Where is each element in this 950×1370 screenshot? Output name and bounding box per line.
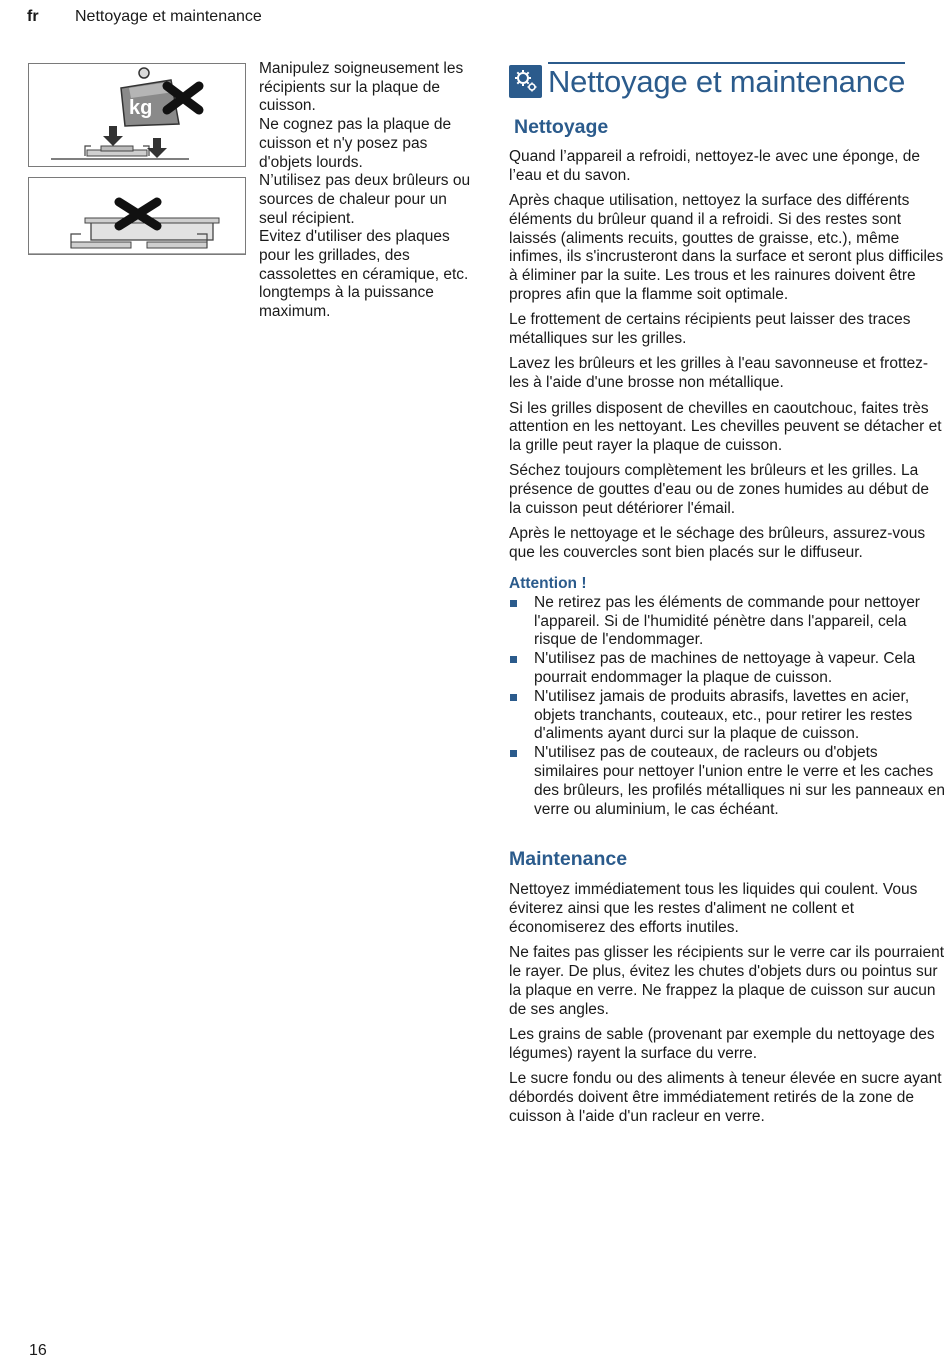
subsection-heading-maintenance: Maintenance	[509, 848, 628, 871]
nettoyage-body	[509, 148, 945, 563]
subsection-heading-nettoyage: Nettoyage	[514, 116, 609, 138]
weight-icon	[121, 68, 179, 126]
instruction-paragraph: N’utilisez pas deux brûleurs ou sources de chaleur pour un seul récipient.	[259, 172, 471, 227]
instruction-paragraph: Evitez d'utiliser des plaques pour les grillades, des cassolettes en céramique, etc. longtemps à la puissance maximum.	[259, 228, 469, 321]
instruction-paragraph: Ne cognez pas la plaque de cuisson et n'y posez pas d'objets lourds.	[259, 116, 452, 171]
warning-text: N'utilisez pas de couteaux, de racleurs ou d'objets similaires pour nettoyer l'union entre le verre et les caches des brûleurs, les profilés métalliques ni sur les panneaux en verre ou aluminium, le cas échéant.	[534, 744, 945, 818]
weight-label: kg	[129, 97, 153, 119]
instruction-paragraph: Manipulez soigneusement les récipients sur la plaque de cuisson.	[259, 60, 464, 115]
paragraph: Ne faites pas glisser les récipients sur le verre car ils pourraient le rayer. De plus, évitez les chutes d'objets durs ou pointus sur la plaque en verre. Ne frappez la plaque de cuisson sur aucun de ses angles.	[509, 944, 945, 1018]
paragraph: Les grains de sable (provenant par exemple du nettoyage des légumes) rayent la surface du verre.	[509, 1025, 935, 1062]
warning-text: N'utilisez pas de machines de nettoyage à vapeur. Cela pourrait endommager la plaque de cuisson.	[534, 650, 916, 686]
paragraph: Nettoyez immédiatement tous les liquides qui coulent. Vous éviterez ainsi que les restes d'aliment ne collent et économiserez des efforts inutiles.	[509, 881, 918, 936]
handling-instructions	[259, 60, 474, 322]
paragraph: Après chaque utilisation, nettoyez la surface des différents éléments du brûleur quand il a refroidi. Si des restes sont laissés (aliments recuits, gouttes de graisse, etc.), même infimes, ils s'incrusteront dans la surface et seront plus difficiles à éliminer par la suite. Les trous et les rainures doivent être propres afin que la flamme soit optimale.	[509, 192, 944, 304]
section-title: Nettoyage et maintenance	[548, 64, 906, 99]
bullet-icon	[510, 694, 517, 701]
paragraph: Lavez les brûleurs et les grilles à l'eau savonneuse et frottez-les à l'aide d'une brosse non métallique.	[509, 355, 929, 392]
warning-text: Ne retirez pas les éléments de commande pour nettoyer l'appareil. Si de l'humidité pénètre dans l'appareil, cela risque de l'endommager.	[534, 593, 920, 649]
maintenance-body	[509, 881, 945, 1126]
bullet-icon	[510, 656, 517, 663]
list-item	[509, 688, 945, 744]
warning-list	[509, 594, 945, 820]
bullet-icon	[510, 600, 517, 607]
list-item	[509, 594, 945, 650]
figure-heavy-weight	[28, 63, 246, 167]
figure-pan-two-burners	[28, 177, 246, 255]
section-heading	[509, 60, 945, 102]
running-header: Nettoyage et maintenance	[75, 8, 262, 25]
paragraph: Le sucre fondu ou des aliments à teneur élevée en sucre ayant débordés doivent être immédiatement retirés de la zone de cuisson à l'aide d'un racleur en verre.	[509, 1069, 942, 1125]
paragraph: Le frottement de certains récipients peut laisser des traces métalliques sur les grilles.	[509, 311, 911, 348]
language-code: fr	[27, 8, 39, 25]
list-item	[509, 744, 945, 819]
list-item	[509, 650, 945, 688]
paragraph: Après le nettoyage et le séchage des brûleurs, assurez-vous que les couvercles sont bien placés sur le diffuseur.	[509, 525, 926, 562]
gear-icon	[509, 65, 542, 98]
paragraph: Séchez toujours complètement les brûleurs et les grilles. La présence de gouttes d'eau ou de zones humides au début de la cuisson peut détériorer l'émail.	[509, 462, 930, 518]
burner-icon	[85, 146, 149, 156]
page-number: 16	[29, 1342, 47, 1359]
paragraph: Quand l’appareil a refroidi, nettoyez-le avec une éponge, de l’eau et du savon.	[509, 148, 921, 184]
paragraph: Si les grilles disposent de chevilles en caoutchouc, faites très attention en les nettoyant. Les chevilles peuvent se détacher et la grille peut rayer la plaque de cuisson.	[509, 399, 942, 455]
warning-text: N'utilisez jamais de produits abrasifs, lavettes en acier, objets tranchants, couteaux, etc., pour retirer les restes d'aliments ayant durci sur la plaque de cuisson.	[534, 687, 913, 743]
cleaning-maintenance-section	[509, 60, 945, 1133]
attention-label: Attention !	[509, 574, 587, 592]
bullet-icon	[510, 750, 517, 757]
